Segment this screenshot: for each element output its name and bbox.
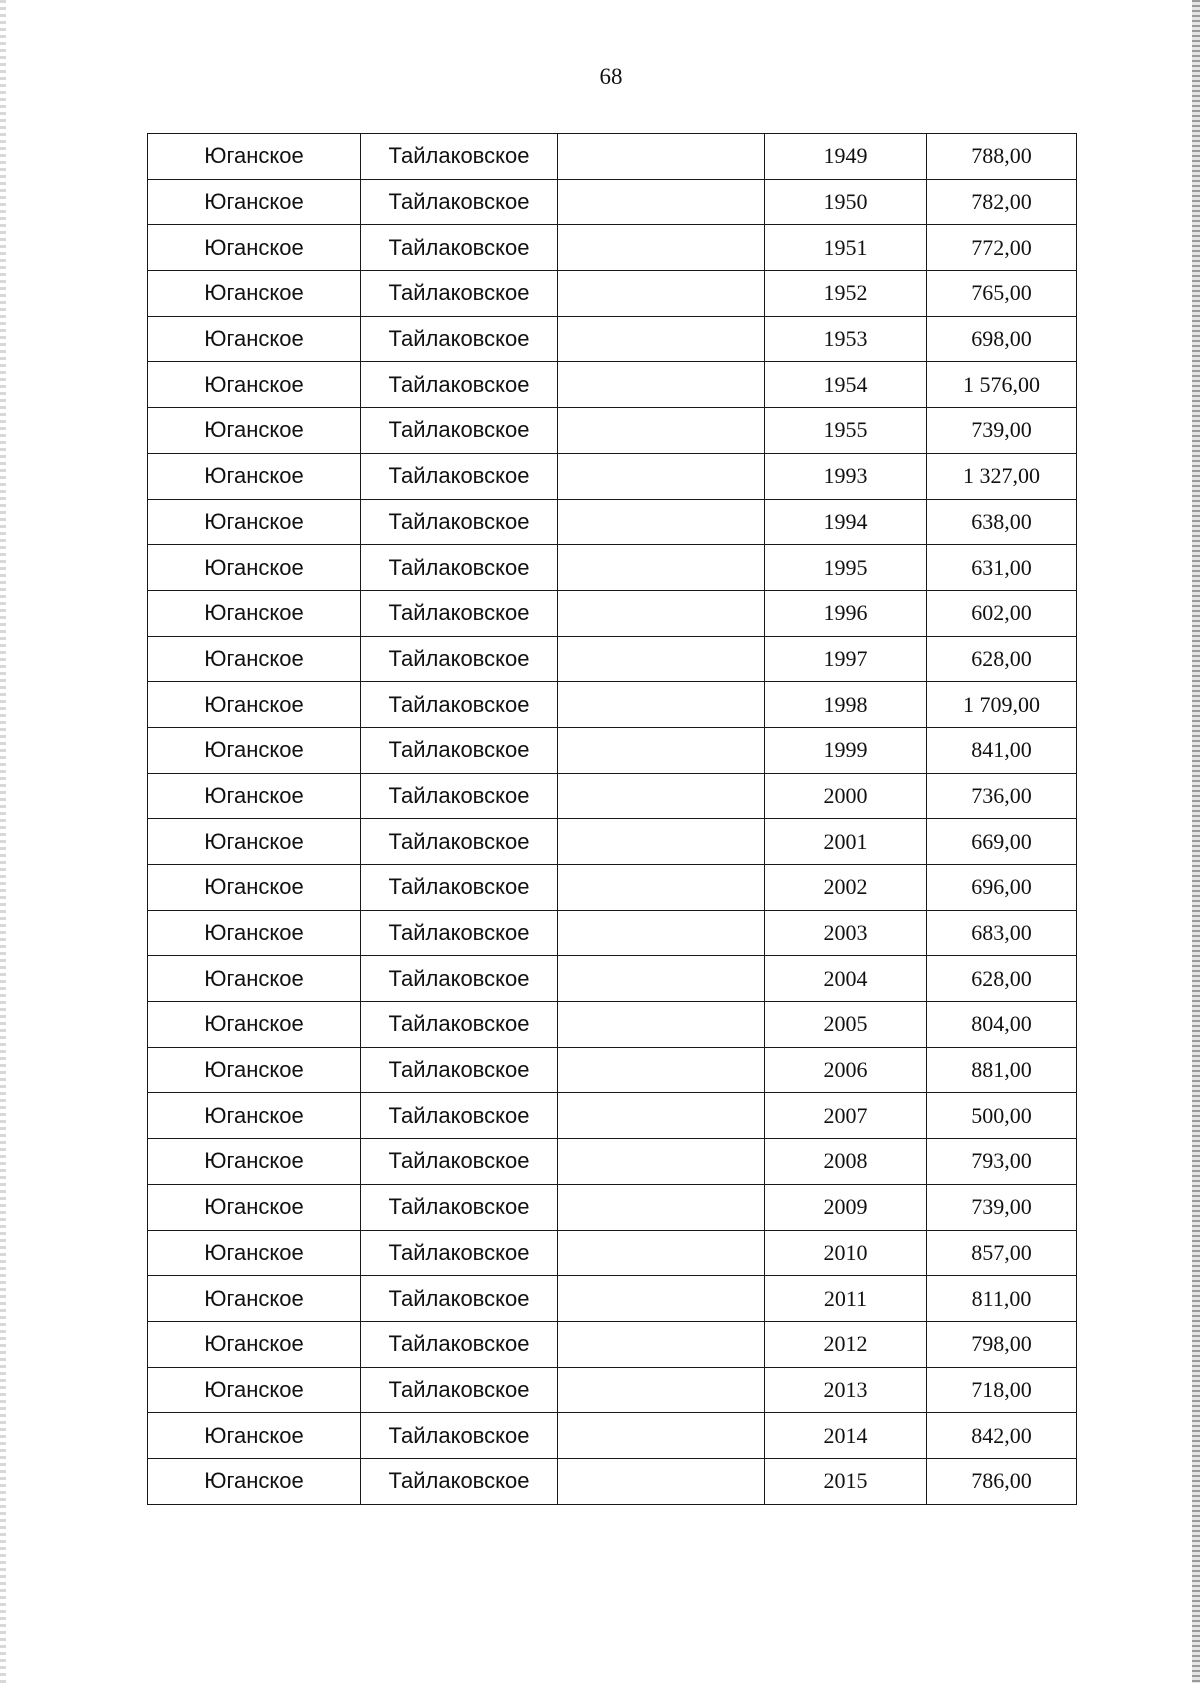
table-row	[148, 1093, 1077, 1139]
cell-empty	[558, 636, 765, 682]
cell-field: Юганское	[148, 865, 361, 911]
cell-field: Юганское	[148, 271, 361, 317]
cell-empty	[558, 682, 765, 728]
table-row	[148, 1458, 1077, 1504]
cell-field: Юганское	[148, 1367, 361, 1413]
scan-edge-right	[1192, 0, 1200, 1683]
table-row	[148, 1047, 1077, 1093]
table-row	[148, 682, 1077, 728]
table-row	[148, 1276, 1077, 1322]
cell-year: 1952	[765, 271, 927, 317]
cell-field: Юганское	[148, 225, 361, 271]
cell-value: 788,00	[927, 134, 1077, 180]
cell-year: 2010	[765, 1230, 927, 1276]
cell-area: Тайлаковское	[361, 134, 558, 180]
cell-value: 1 327,00	[927, 453, 1077, 499]
cell-year: 1954	[765, 362, 927, 408]
cell-field: Юганское	[148, 1002, 361, 1048]
cell-value: 739,00	[927, 1184, 1077, 1230]
cell-year: 1993	[765, 453, 927, 499]
cell-year: 2012	[765, 1321, 927, 1367]
table-row	[148, 316, 1077, 362]
cell-value: 500,00	[927, 1093, 1077, 1139]
cell-empty	[558, 1458, 765, 1504]
cell-empty	[558, 271, 765, 317]
cell-field: Юганское	[148, 316, 361, 362]
cell-field: Юганское	[148, 408, 361, 454]
cell-year: 2008	[765, 1139, 927, 1185]
cell-value: 638,00	[927, 499, 1077, 545]
cell-value: 669,00	[927, 819, 1077, 865]
cell-area: Тайлаковское	[361, 1047, 558, 1093]
table-row	[148, 956, 1077, 1002]
cell-year: 2014	[765, 1413, 927, 1459]
cell-year: 1949	[765, 134, 927, 180]
cell-field: Юганское	[148, 1458, 361, 1504]
cell-area: Тайлаковское	[361, 545, 558, 591]
cell-field: Юганское	[148, 1047, 361, 1093]
cell-year: 1995	[765, 545, 927, 591]
cell-empty	[558, 453, 765, 499]
cell-empty	[558, 1413, 765, 1459]
cell-field: Юганское	[148, 1093, 361, 1139]
cell-area: Тайлаковское	[361, 179, 558, 225]
cell-area: Тайлаковское	[361, 590, 558, 636]
table-row	[148, 499, 1077, 545]
cell-field: Юганское	[148, 590, 361, 636]
cell-empty	[558, 362, 765, 408]
cell-area: Тайлаковское	[361, 499, 558, 545]
cell-empty	[558, 408, 765, 454]
cell-value: 798,00	[927, 1321, 1077, 1367]
cell-year: 1997	[765, 636, 927, 682]
cell-value: 683,00	[927, 910, 1077, 956]
cell-year: 1955	[765, 408, 927, 454]
cell-year: 2015	[765, 1458, 927, 1504]
table-row	[148, 1413, 1077, 1459]
cell-empty	[558, 956, 765, 1002]
cell-empty	[558, 1184, 765, 1230]
table-row	[148, 819, 1077, 865]
table-row	[148, 1002, 1077, 1048]
cell-field: Юганское	[148, 1184, 361, 1230]
cell-year: 1950	[765, 179, 927, 225]
cell-field: Юганское	[148, 545, 361, 591]
cell-field: Юганское	[148, 1413, 361, 1459]
cell-field: Юганское	[148, 1276, 361, 1322]
table-row	[148, 545, 1077, 591]
cell-empty	[558, 910, 765, 956]
cell-field: Юганское	[148, 773, 361, 819]
cell-empty	[558, 134, 765, 180]
cell-value: 739,00	[927, 408, 1077, 454]
cell-value: 718,00	[927, 1367, 1077, 1413]
cell-empty	[558, 819, 765, 865]
cell-value: 628,00	[927, 956, 1077, 1002]
cell-area: Тайлаковское	[361, 271, 558, 317]
data-table	[147, 133, 1077, 1505]
cell-year: 1994	[765, 499, 927, 545]
cell-empty	[558, 590, 765, 636]
cell-year: 2009	[765, 1184, 927, 1230]
cell-empty	[558, 865, 765, 911]
cell-area: Тайлаковское	[361, 225, 558, 271]
cell-area: Тайлаковское	[361, 773, 558, 819]
cell-value: 765,00	[927, 271, 1077, 317]
table-row	[148, 773, 1077, 819]
cell-value: 631,00	[927, 545, 1077, 591]
cell-empty	[558, 225, 765, 271]
cell-area: Тайлаковское	[361, 408, 558, 454]
cell-value: 1 576,00	[927, 362, 1077, 408]
cell-value: 881,00	[927, 1047, 1077, 1093]
scan-edge-left	[0, 0, 6, 1683]
cell-year: 2007	[765, 1093, 927, 1139]
cell-year: 1951	[765, 225, 927, 271]
cell-field: Юганское	[148, 636, 361, 682]
cell-area: Тайлаковское	[361, 819, 558, 865]
table-row	[148, 590, 1077, 636]
cell-value: 782,00	[927, 179, 1077, 225]
cell-value: 698,00	[927, 316, 1077, 362]
cell-empty	[558, 1139, 765, 1185]
table-row	[148, 1139, 1077, 1185]
cell-empty	[558, 1230, 765, 1276]
cell-field: Юганское	[148, 1321, 361, 1367]
table-row	[148, 408, 1077, 454]
cell-area: Тайлаковское	[361, 1413, 558, 1459]
table-row	[148, 910, 1077, 956]
cell-year: 2004	[765, 956, 927, 1002]
cell-year: 1953	[765, 316, 927, 362]
cell-area: Тайлаковское	[361, 1139, 558, 1185]
cell-empty	[558, 1276, 765, 1322]
cell-area: Тайлаковское	[361, 956, 558, 1002]
cell-value: 804,00	[927, 1002, 1077, 1048]
cell-area: Тайлаковское	[361, 1230, 558, 1276]
cell-area: Тайлаковское	[361, 682, 558, 728]
cell-year: 2011	[765, 1276, 927, 1322]
cell-area: Тайлаковское	[361, 362, 558, 408]
cell-field: Юганское	[148, 1139, 361, 1185]
table-row	[148, 362, 1077, 408]
cell-year: 1996	[765, 590, 927, 636]
table-row	[148, 453, 1077, 499]
cell-area: Тайлаковское	[361, 727, 558, 773]
page-number: 68	[599, 64, 623, 89]
cell-value: 1 709,00	[927, 682, 1077, 728]
cell-empty	[558, 499, 765, 545]
cell-empty	[558, 1367, 765, 1413]
cell-area: Тайлаковское	[361, 636, 558, 682]
cell-area: Тайлаковское	[361, 1458, 558, 1504]
cell-area: Тайлаковское	[361, 1321, 558, 1367]
cell-field: Юганское	[148, 499, 361, 545]
cell-empty	[558, 773, 765, 819]
cell-empty	[558, 727, 765, 773]
cell-area: Тайлаковское	[361, 910, 558, 956]
cell-value: 841,00	[927, 727, 1077, 773]
cell-year: 2002	[765, 865, 927, 911]
cell-empty	[558, 545, 765, 591]
cell-field: Юганское	[148, 682, 361, 728]
cell-year: 1998	[765, 682, 927, 728]
cell-value: 857,00	[927, 1230, 1077, 1276]
cell-year: 2006	[765, 1047, 927, 1093]
table-row	[148, 134, 1077, 180]
table-row	[148, 271, 1077, 317]
cell-empty	[558, 1321, 765, 1367]
cell-area: Тайлаковское	[361, 453, 558, 499]
cell-field: Юганское	[148, 179, 361, 225]
table-row	[148, 225, 1077, 271]
cell-value: 786,00	[927, 1458, 1077, 1504]
cell-value: 628,00	[927, 636, 1077, 682]
table-row	[148, 1184, 1077, 1230]
table-row	[148, 1367, 1077, 1413]
cell-field: Юганское	[148, 956, 361, 1002]
cell-value: 772,00	[927, 225, 1077, 271]
cell-value: 602,00	[927, 590, 1077, 636]
cell-year: 2003	[765, 910, 927, 956]
cell-year: 2005	[765, 1002, 927, 1048]
cell-field: Юганское	[148, 819, 361, 865]
cell-area: Тайлаковское	[361, 1093, 558, 1139]
cell-field: Юганское	[148, 910, 361, 956]
cell-year: 2013	[765, 1367, 927, 1413]
cell-value: 811,00	[927, 1276, 1077, 1322]
cell-value: 736,00	[927, 773, 1077, 819]
cell-field: Юганское	[148, 1230, 361, 1276]
table-row	[148, 727, 1077, 773]
cell-field: Юганское	[148, 727, 361, 773]
cell-empty	[558, 1002, 765, 1048]
cell-area: Тайлаковское	[361, 316, 558, 362]
cell-field: Юганское	[148, 362, 361, 408]
cell-empty	[558, 1047, 765, 1093]
cell-year: 2000	[765, 773, 927, 819]
cell-value: 696,00	[927, 865, 1077, 911]
table-body	[148, 134, 1077, 1505]
cell-value: 842,00	[927, 1413, 1077, 1459]
cell-field: Юганское	[148, 134, 361, 180]
cell-year: 2001	[765, 819, 927, 865]
cell-value: 793,00	[927, 1139, 1077, 1185]
cell-year: 1999	[765, 727, 927, 773]
cell-area: Тайлаковское	[361, 1276, 558, 1322]
table-row	[148, 1230, 1077, 1276]
cell-area: Тайлаковское	[361, 1002, 558, 1048]
cell-empty	[558, 179, 765, 225]
cell-empty	[558, 316, 765, 362]
cell-empty	[558, 1093, 765, 1139]
table-row	[148, 179, 1077, 225]
table-row	[148, 636, 1077, 682]
table-row	[148, 865, 1077, 911]
table-row	[148, 1321, 1077, 1367]
cell-area: Тайлаковское	[361, 1367, 558, 1413]
cell-area: Тайлаковское	[361, 1184, 558, 1230]
cell-field: Юганское	[148, 453, 361, 499]
cell-area: Тайлаковское	[361, 865, 558, 911]
